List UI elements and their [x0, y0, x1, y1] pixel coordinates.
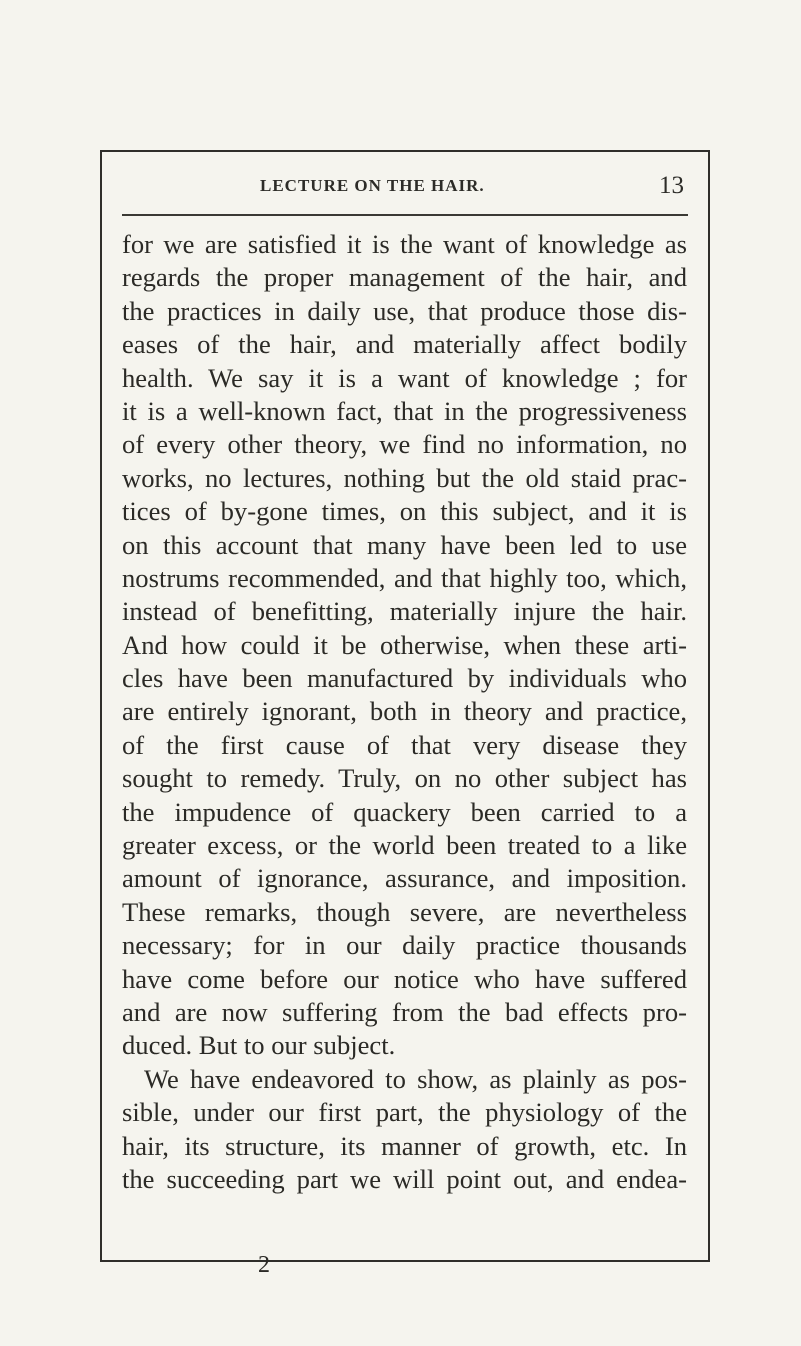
text-line: hair, its structure, its manner of growth, etc. In: [122, 1130, 687, 1161]
text-line: nostrums recommended, and that highly too, which,: [122, 562, 687, 593]
text-line: regards the proper management of the hair, and: [122, 262, 687, 293]
text-line: We have endeavored to show, as plainly as pos-: [144, 1063, 687, 1094]
text-line: the practices in daily use, that produce those dis-: [122, 295, 687, 326]
text-line: the impudence of quackery been carried to a: [122, 796, 687, 827]
text-line: necessary; for in our daily practice thousands: [122, 930, 687, 961]
running-head: LECTURE ON THE HAIR.: [260, 176, 485, 195]
text-line: eases of the hair, and materially affect bodily: [122, 329, 687, 360]
text-line: duced. But to our subject.: [122, 1030, 396, 1061]
text-line: it is a well-known fact, that in the progressiveness: [122, 395, 687, 426]
text-line: of every other theory, we find no information, no: [122, 429, 687, 460]
text-line: for we are satisfied it is the want of knowledge as: [122, 229, 687, 259]
text-line: cles have been manufactured by individuals who: [122, 663, 687, 694]
text-line: works, no lectures, nothing but the old staid prac-: [122, 462, 687, 493]
page-header: [122, 172, 684, 200]
text-line: have come before our notice who have suffered: [122, 963, 687, 994]
text-line: and are now suffering from the bad effects pro-: [122, 996, 687, 1027]
text-line: sible, under our first part, the physiology of the: [122, 1097, 687, 1128]
text-line: tices of by-gone times, on this subject, and it is: [122, 496, 687, 527]
text-line: instead of benefitting, materially injure the hair.: [122, 596, 687, 627]
text-line: of the first cause of that very disease they: [122, 729, 687, 760]
body-text: [122, 228, 687, 1196]
text-line: health. We say it is a want of knowledge ; for: [122, 362, 687, 393]
text-line: on this account that many have been led to use: [122, 529, 687, 560]
text-line: are entirely ignorant, both in theory and practice,: [122, 696, 687, 727]
text-line: amount of ignorance, assurance, and imposition.: [122, 863, 687, 894]
text-line: the succeeding part we will point out, and endea-: [122, 1163, 687, 1194]
text-line: And how could it be otherwise, when these arti-: [122, 629, 687, 660]
text-line: greater excess, or the world been treated to a like: [122, 830, 687, 861]
signature-mark: 2: [258, 1252, 270, 1278]
page-number: 13: [659, 172, 684, 199]
text-line: sought to remedy. Truly, on no other subject has: [122, 763, 687, 794]
text-line: These remarks, though severe, are nevertheless: [122, 896, 687, 927]
header-rule: [122, 214, 688, 216]
